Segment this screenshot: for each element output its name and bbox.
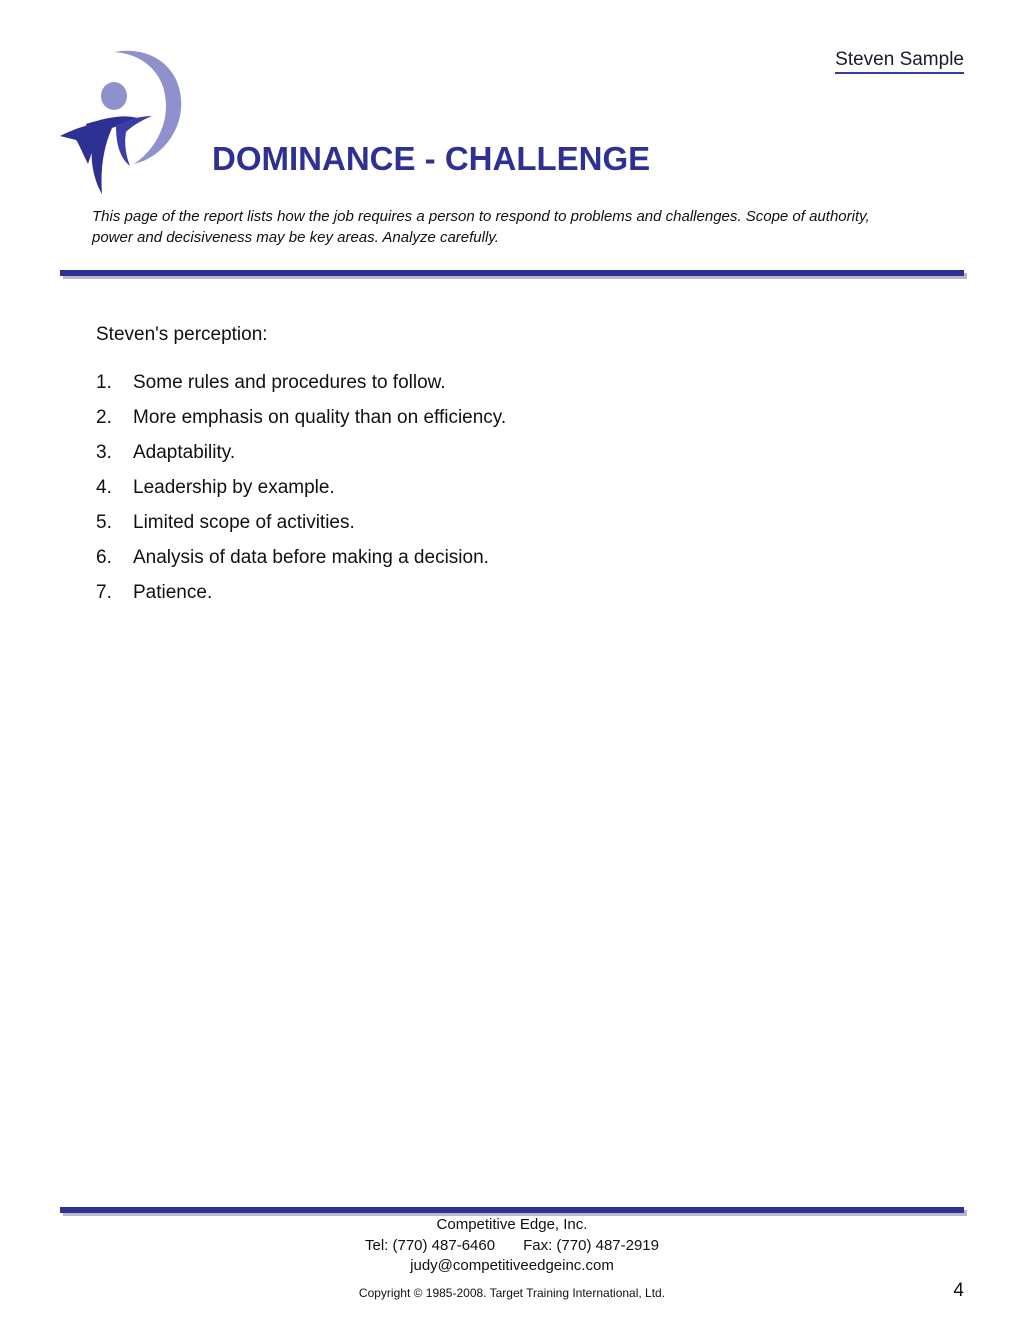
list-item-number: 5. (96, 512, 112, 533)
list-item-number: 1. (96, 372, 112, 393)
page-intro: This page of the report lists how the job requires a person to respond to problems and challenges. Scope of authority, power and decisiveness may be key areas. Analyze carefully. (92, 208, 870, 246)
list-item (96, 546, 506, 581)
list-item (96, 511, 506, 546)
list-item-number: 3. (96, 442, 112, 463)
list-item-text: Leadership by example. (133, 477, 335, 498)
bottom-divider (60, 1207, 964, 1213)
list-item-text: Adaptability. (133, 442, 236, 463)
footer-email: judy@competitiveedgeinc.com (410, 1257, 614, 1274)
list-item-number: 7. (96, 582, 112, 603)
page-number: 4 (953, 1280, 964, 1301)
list-item-text: More emphasis on quality than on efficiency. (133, 407, 507, 428)
logo-head (101, 82, 127, 110)
list-item (96, 371, 506, 406)
list-item-number: 2. (96, 407, 112, 428)
top-divider (60, 270, 964, 276)
list-item (96, 441, 506, 476)
list-item-text: Limited scope of activities. (133, 512, 355, 533)
list-item-number: 4. (96, 477, 112, 498)
footer-company: Competitive Edge, Inc. (436, 1216, 588, 1233)
footer-tel: Tel: (770) 487-6460 (364, 1237, 496, 1254)
list-item-number: 6. (96, 547, 112, 568)
page-title: DOMINANCE - CHALLENGE (212, 140, 651, 177)
list-item (96, 476, 506, 511)
footer-copyright: Copyright © 1985-2008. Target Training International, Ltd. (358, 1286, 666, 1300)
footer-contact (0, 1237, 1024, 1254)
list-item-text: Some rules and procedures to follow. (133, 372, 446, 393)
perception-list (96, 371, 506, 616)
list-item-text: Patience. (133, 582, 213, 603)
footer-fax: Fax: (770) 487-2919 (523, 1237, 659, 1254)
company-logo (56, 44, 186, 194)
list-item (96, 406, 506, 441)
perception-label: Steven's perception: (96, 324, 268, 345)
list-item (96, 581, 506, 616)
report-subject-name: Steven Sample (835, 48, 964, 74)
list-item-text: Analysis of data before making a decision. (133, 547, 489, 568)
